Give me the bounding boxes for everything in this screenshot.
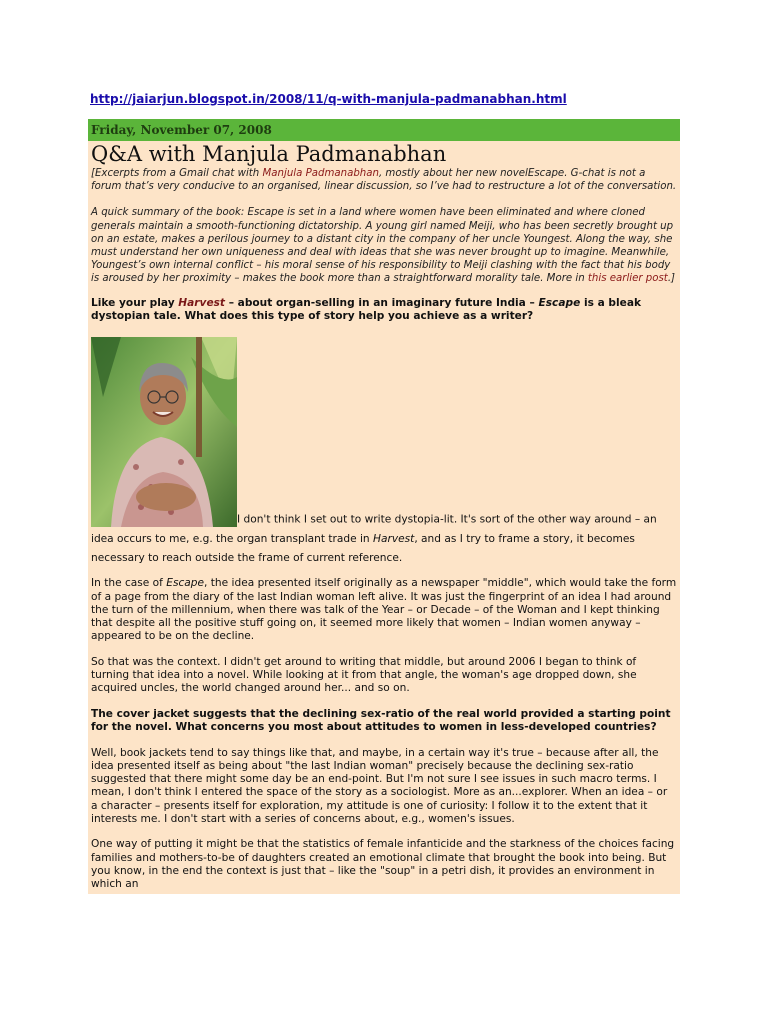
answer-text: I don't think I set out to write dystopia-lit. It's sort of the other way around – an idea occurs to me, e.g. the organ transplant trade in — [91, 513, 657, 545]
intro-paragraph-1 — [91, 167, 677, 193]
answer-text: In the case of — [91, 577, 167, 590]
post-body — [88, 141, 680, 894]
earlier-post-link[interactable]: this earlier post — [587, 273, 668, 285]
intro-paragraph-2 — [91, 206, 677, 285]
post-title: Q&A with Manjula Padmanabhan — [91, 142, 447, 166]
author-name-link[interactable]: Manjula Padmanabhan — [262, 168, 379, 179]
source-url-link[interactable]: http://jaiarjun.blogspot.in/2008/11/q-with-manjula-padmanabhan.html — [90, 92, 567, 106]
question-1 — [91, 297, 677, 324]
answer-2-paragraph-2: One way of putting it might be that the statistics of female infanticide and the starkness of the choices facing families and mothers-to-be of daughters created an emotional climate that brought the book into being. But you know, in the end the context is just that – like the "soup" in a petri dish, it provides an environment in which an — [91, 838, 675, 891]
answer-title-harvest: Harvest — [373, 532, 415, 545]
author-photo — [91, 337, 237, 527]
answer-1-paragraph-3: So that was the context. I didn't get around to writing that middle, but around 2006 I began to think of turning that idea into a novel. While looking at it from that angle, the woman's age dropped down, she acquired uncles, the world changed around her... and so on. — [91, 655, 637, 695]
question-2: The cover jacket suggests that the declining sex-ratio of the real world provided a starting point for the novel. What concerns you most about attitudes to women in less-developed countries? — [91, 707, 671, 734]
question-text: Like your play — [91, 296, 179, 309]
question-title-escape: Escape — [538, 296, 581, 309]
question-text: – about organ-selling in an imaginary future India – — [225, 296, 539, 309]
question-text: is a bleak dystopian tale. What does this type of story help you achieve as a writer? — [91, 296, 642, 323]
answer-text: , the idea presented itself originally as a newspaper "middle", which would take the form of a page from the diary of the last Indian woman left alive. It was just the fingerprint of an idea I had around the turn of the millennium, when there was talk of the Year – or Decade – of the Woman and I kept thinking that despite all the positive stuff going on, it seemed more likely that women – Indian women anyway – appeared to be on the decline. — [91, 577, 677, 643]
answer-2-paragraph-1: Well, book jackets tend to say things like that, and maybe, in a certain way it's true – because after all, the idea presented itself as being about "the last Indian woman" precisely because the declining sex-ratio suggested that there might some day be an end-point. But I'm not sure I see issues in such macro terms. I mean, I don't think I entered the space of the story as a sociologist. More as an...explorer. When an idea – or a character – presents itself for exploration, my attitude is one of curiosity: I follow it to the extent that it interests me. I don't start with a series of concerns about, e.g., women's issues. — [91, 746, 668, 826]
answer-title-escape: Escape — [166, 577, 205, 590]
answer-1-paragraph-2 — [91, 577, 677, 643]
intro-text: A quick summary of the book: Escape is set in a land where women have been eliminated and where cloned generals maintain a smooth-functioning dictatorship. A young girl named Meiji, who has been secretly brought up on an estate, makes a perilous journey to a distant city in the company of her uncle Youngest. Along the way, she must understand her own uniqueness and deal with ideas that she was never brought up to imagine. Meanwhile, Youngest’s own internal conflict – his moral sense of his responsibility to Meiji clashing with the fact that his body is aroused by her proximity – makes the book more than a straightforward morality tale. More in — [91, 207, 674, 285]
intro-text: , mostly about her new novelEscape. G-chat is not a forum that’s very conducive to an organised, linear discussion, so I’ve had to restructure a lot of the conversation. — [91, 168, 677, 193]
intro-text: .] — [667, 273, 676, 285]
question-title-harvest: Harvest — [178, 296, 225, 309]
answer-1-block — [91, 337, 677, 566]
answer-text: , and as I try to frame a story, it becomes necessary to reach outside the frame of current reference. — [91, 532, 635, 564]
post-date-header: Friday, November 07, 2008 — [88, 119, 680, 141]
intro-text: [Excerpts from a Gmail chat with — [91, 168, 263, 179]
